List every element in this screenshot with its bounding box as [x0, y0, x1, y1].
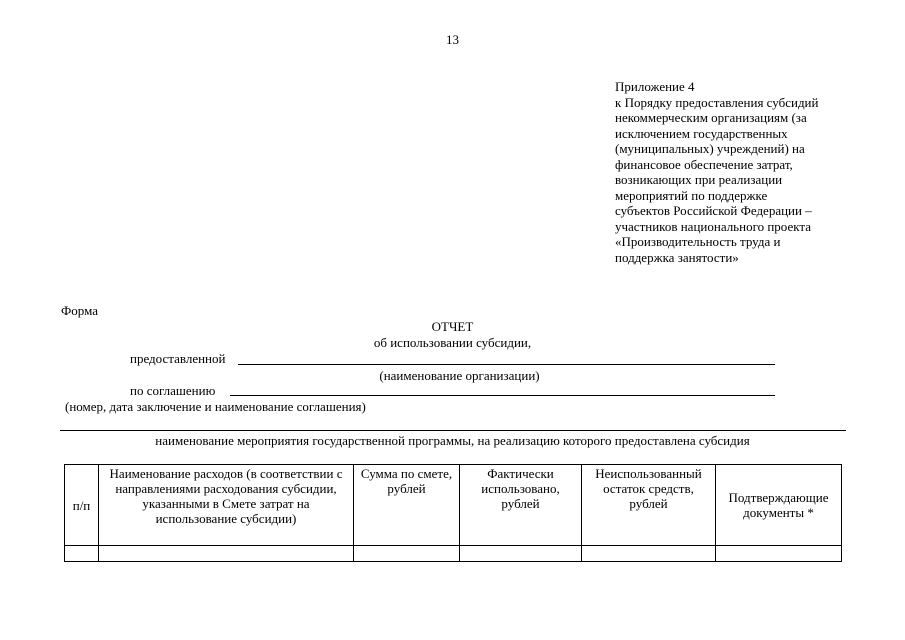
- agreement-label: по соглашению: [130, 383, 216, 398]
- appendix-line: (муниципальных) учреждений) на: [615, 141, 805, 156]
- appendix-line: исключением государственных: [615, 125, 788, 141]
- event-caption-text: наименование мероприятия государственной программы, на реализацию которого предоставлена субсидия: [155, 433, 750, 448]
- header-estimate-sum: Сумма по смете, рублей: [354, 465, 460, 546]
- organization-caption-text: (наименование организации): [379, 368, 540, 383]
- agreement-fill-line: [230, 395, 775, 396]
- appendix-line: финансовое обеспечение затрат,: [615, 156, 793, 172]
- appendix-line: некоммерческим организациям (за: [615, 110, 807, 125]
- table-cell[interactable]: [65, 546, 99, 562]
- agreement-caption: (номер, дата заключение и наименование соглашения): [65, 399, 366, 414]
- appendix-line: мероприятий по поддержке: [615, 187, 768, 203]
- header-unused-balance: Неиспользованный остаток средств, рублей: [582, 465, 716, 546]
- event-caption: [0, 433, 905, 448]
- organization-caption: [0, 368, 905, 383]
- table-cell[interactable]: [716, 546, 842, 562]
- table-row: [65, 546, 842, 562]
- header-supporting-documents: Подтверждающие документы *: [716, 465, 842, 546]
- event-fill-line: [60, 430, 846, 431]
- organization-fill-line: [238, 364, 775, 365]
- table-cell[interactable]: [460, 546, 582, 562]
- header-expense-name: Наименование расходов (в соответствии с направлениями расходования субсидии, указанными в Смете затрат на использование субсидии): [99, 465, 354, 546]
- form-label: Форма: [61, 303, 98, 318]
- report-title: ОТЧЕТ: [431, 319, 474, 334]
- appendix-line: Приложение 4: [615, 79, 695, 94]
- table-cell[interactable]: [582, 546, 716, 562]
- appendix-line: возникающих при реализации: [615, 172, 783, 187]
- page-number: 13: [446, 32, 459, 47]
- header-row-number: п/п: [65, 465, 99, 546]
- header-actual-used: Фактически использовано, рублей: [460, 465, 582, 546]
- table-cell[interactable]: [354, 546, 460, 562]
- appendix-line: поддержка занятости»: [615, 249, 739, 265]
- appendix-line: субъектов Российской Федерации –: [615, 203, 812, 218]
- appendix-line: «Производительность труда и: [615, 234, 781, 249]
- provided-label: предоставленной: [130, 351, 226, 366]
- expense-report-table: [64, 464, 842, 562]
- appendix-line: участников национального проекта: [615, 218, 811, 234]
- table-cell[interactable]: [99, 546, 354, 562]
- report-subtitle: об использовании субсидии,: [373, 335, 532, 350]
- table-header-row: [65, 465, 842, 546]
- appendix-note: [615, 79, 855, 265]
- appendix-line: к Порядку предоставления субсидий: [615, 94, 819, 110]
